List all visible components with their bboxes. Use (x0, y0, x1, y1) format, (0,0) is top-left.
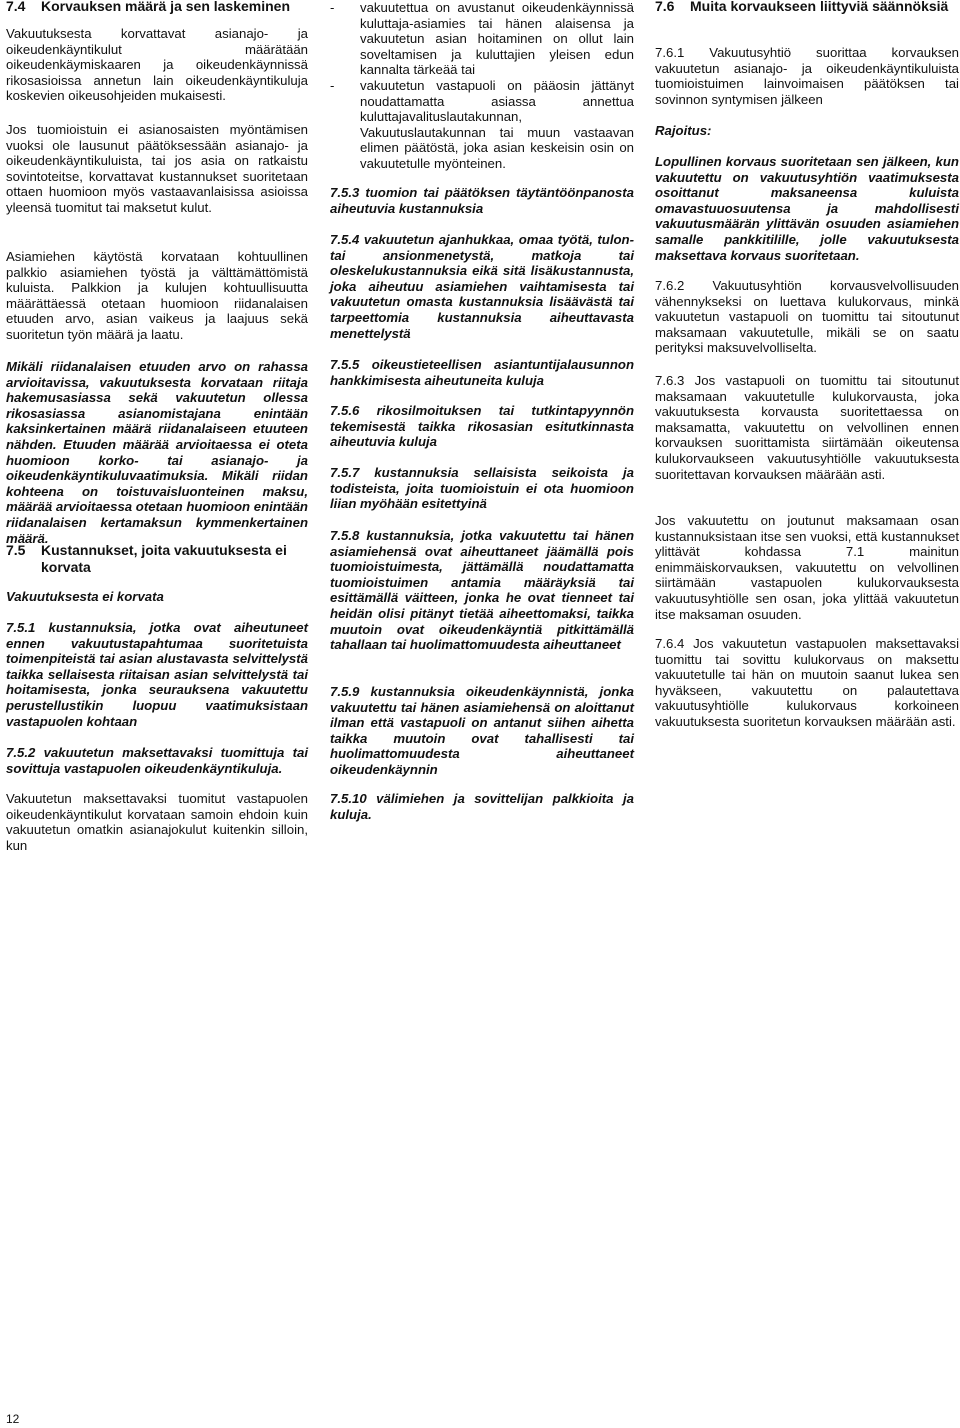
list-item-text: vakuutettua on avustanut oikeudenkäynnissä kuluttaja-asiamies tai hänen alaisensa ja vakuutetun asian hoitaminen on ollut lain soveltamisen ja kuluttajien yleisen edun kannalta tärkeää tai (360, 0, 634, 78)
clause-7-5-10: 7.5.10 välimiehen ja sovittelijan palkkioita ja kuluja. (330, 791, 634, 822)
section-title: Kustannukset, joita vakuutuksesta ei korvata (41, 542, 287, 575)
clause-7-5-1: 7.5.1 kustannuksia, jotka ovat aiheutuneet ennen vakuutustapahtumaa suoritetuista toimenpiteistä tai asian alustavasta selvittelystä taikka sellaisesta riitaisan asian selvittelystä tai hoitamisesta, jonka seurauksena vakuutettu perustellustikin luopuu vaatimuksistaan vastapuolen kohtaan (6, 620, 308, 729)
clause-7-5-6: 7.5.6 rikosilmoituksen tai tutkintapyynnön tekemisestä taikka rikosasian esitutkinnasta aiheutuvia kuluja (330, 403, 634, 450)
section-number: 7.6 (655, 0, 675, 14)
clause-7-5-3: 7.5.3 tuomion tai päätöksen täytäntöönpanosta aiheutuvia kustannuksia (330, 185, 634, 216)
paragraph-korvattavat-kulut: Vakuutuksesta korvattavat asianajo- ja oikeudenkäyntikulut määrätään oikeudenkäymiskaaren ja oikeudenkäynnissä rikosasioissa annetun lain oikeudenkäyntikuluja koskevien oikeusohjeiden mukaisesti. (6, 26, 308, 104)
clause-7-6-4: 7.6.4 Jos vakuutetun vastapuolen maksettavaksi tuomittu tai sovittu kulukorvaus on maksettu vakuutetulle tai hän on muutoin saanut lukea sen hyväkseen, vakuutettu on palautettava vakuutusyhtiölle kulukorvaus korkoineen vakuutuksesta suoritetun korvauksen määrään asti. (655, 636, 959, 729)
rajoitus-label: Rajoitus: (655, 123, 712, 138)
paragraph-asiamiehen-palkkio: Asiamiehen käytöstä korvataan kohtuullinen palkkio asiamiehen työstä ja välttämättömistä kuluista. Palkkion ja kulujen kohtuullisuutta määrättäessä otetaan huomioon riidanalaisen etuuden arvo, asian vaikeus ja laajuus sekä suoritetun työn määrä ja laatu. (6, 249, 308, 342)
section-number: 7.5 (6, 542, 26, 558)
clause-7-5-4: 7.5.4 vakuutetun ajanhukkaa, omaa työtä, tulon- tai ansionmenetystä, matkoja tai oleskelukustannuksia eikä sitä lisäkustannusta, joka aiheutuu asiamiehen vaihtamisesta tai vakuutetun omasta kustannuksia lisäävästä tai tarpeettomia kustannuksia aiheuttavasta menettelystä (330, 232, 634, 341)
list-dash: - (330, 0, 335, 15)
paragraph-riidanalainen-etuus: Mikäli riidanalaisen etuuden arvo on rahassa arvioitavissa, vakuutuksesta korvataan riitaja hakemusasiassa sekä vakuutetun ollessa rikosasiassa asianomistajana enintään kaksinkertainen määrä riidanalaiseen etuuteen nähden. Etuuden määrää arvioitaessa ei oteta huomioon korko- tai asianajo- ja oikeudenkäyntikuluvaatimuksia. Mikäli riidan kohteena on toistuvaisluonteinen maksu, määrää arvioitaessa otetaan huomioon enintään riidanalaisen kertamaksun kymmenkertainen määrä. (6, 359, 308, 546)
clause-7-6-1: 7.6.1 Vakuutusyhtiö suorittaa korvauksen vakuutetun asianajo- ja oikeudenkäyntikuluista tuomioistuimen lainvoimaisen päätöksen tai sovinnon syntymisen jälkeen (655, 45, 959, 107)
paragraph-vastapuolen-kulut: Vakuutetun maksettavaksi tuomitut vastapuolen oikeudenkäyntikulut korvataan samoin ehdoin kuin vakuutetun omatkin asianajokulut kuitenkin silloin, kun (6, 791, 308, 853)
page-number: 12 (6, 1412, 20, 1426)
list-item-kuluttaja-asiamies (330, 0, 634, 78)
subheading-ei-korvata: Vakuutuksesta ei korvata (6, 589, 164, 604)
clause-7-5-7: 7.5.7 kustannuksia sellaisista seikoista ja todisteista, joita tuomioistuin ei ota huomioon liian myöhään esitettyinä (330, 465, 634, 512)
clause-7-6-2: 7.6.2 Vakuutusyhtiön korvausvelvollisuuden vähennykseksi on luettava kulukorvaus, minkä vakuutetun vastapuoli on tuomittu tai sitoutunut maksamaan vakuutetulle, mikäli se on saatu perityksi maksuvelvolliselta. (655, 278, 959, 356)
rajoitus-text: Lopullinen korvaus suoritetaan sen jälkeen, kun vakuutettu on vakuutusyhtiön vaatimuksesta osoittanut maksaneensa kuluista omavastuuosuutensa ja mahdollisesti vakuutusmäärän ylittävän osuuden asiamiehen samalle pankkitilille, jolle vakuutuksesta maksettava korvaus suoritetaan. (655, 154, 959, 263)
section-title: Muita korvaukseen liittyviä säännöksiä (690, 0, 949, 14)
section-number: 7.4 (6, 0, 26, 14)
section-heading-7-5 (6, 542, 308, 576)
clause-7-5-2: 7.5.2 vakuutetun maksettavaksi tuomittuja tai sovittuja vastapuolen oikeudenkäyntikuluja. (6, 745, 308, 776)
paragraph-enimmaiskorvaus: Jos vakuutettu on joutunut maksamaan osan kustannuksistaan itse sen vuoksi, että kustannukset ylittävät kohdassa 7.1 mainitun enimmäiskorvauksen, vakuutettu on velvollinen siirtämään vastapuolen kulukorvauksesta vakuutusyhtiölle sen osan, joka ylittää vakuutetun itse maksaman osuuden. (655, 513, 959, 622)
paragraph-sovintoteitse: Jos tuomioistuin ei asianosaisten myöntämisen vuoksi ole lausunut päätöksessään asianajo- ja oikeudenkäyntikuluista, tai jos asia on ratkaistu sovintoteitse, korvattavat kustannukset suoritetaan ottaen huomioon myös vastaavanlaisissa asioissa yleensä tuomitut tai maksetut kulut. (6, 122, 308, 215)
list-item-lautakunnan-paatos (330, 78, 634, 172)
list-item-text: vakuutetun vastapuoli on pääosin jättänyt noudattamatta asiassa annettua kuluttajavalituslautakunnan, Vakuutuslautakunnan tai muun vastaavan elimen päätöstä, joka asian keskeisin osin on vakuutetulle myönteinen. (360, 78, 634, 171)
section-heading-7-4 (6, 0, 308, 15)
section-heading-7-6 (655, 0, 959, 15)
section-title: Korvauksen määrä ja sen laskeminen (41, 0, 291, 14)
list-dash: - (330, 78, 335, 93)
clause-7-6-3: 7.6.3 Jos vastapuoli on tuomittu tai sitoutunut maksamaan vakuutetulle kulukorvausta, joka vakuutuksesta korvausta suoritettaessa on maksamatta, vakuutettu on velvollinen ennen korvauksen suorittamista siirtämään oikeutensa kulukorvaukseen vakuutusyhtiölle vakuutuksesta suoritettavan korvauksen määrään asti. (655, 373, 959, 482)
clause-7-5-5: 7.5.5 oikeustieteellisen asiantuntijalausunnon hankkimisesta aiheutuneita kuluja (330, 357, 634, 388)
clause-7-5-9: 7.5.9 kustannuksia oikeudenkäynnistä, jonka vakuutettu tai hänen asiamiehensä on aloittanut ilman että vastapuoli on antanut siihen aihetta taikka muutoin ovat tahallisesti tai huolimattomuudesta aiheuttaneet oikeudenkäynnin (330, 684, 634, 777)
clause-7-5-8: 7.5.8 kustannuksia, jotka vakuutettu tai hänen asiamiehensä ovat aiheuttaneet jäämällä pois tuomioistuimesta, jättämällä noudattamatta tuomioistuimen antamia määräyksiä tai esittämällä väitteen, jonka he ovat tienneet tai heidän olisi pitänyt tietää aiheettomaksi, taikka muutoin ovat oikeudenkäyntiä pitkittämällä tahallaan tai huolimattomuudesta aiheuttaneet (330, 528, 634, 653)
